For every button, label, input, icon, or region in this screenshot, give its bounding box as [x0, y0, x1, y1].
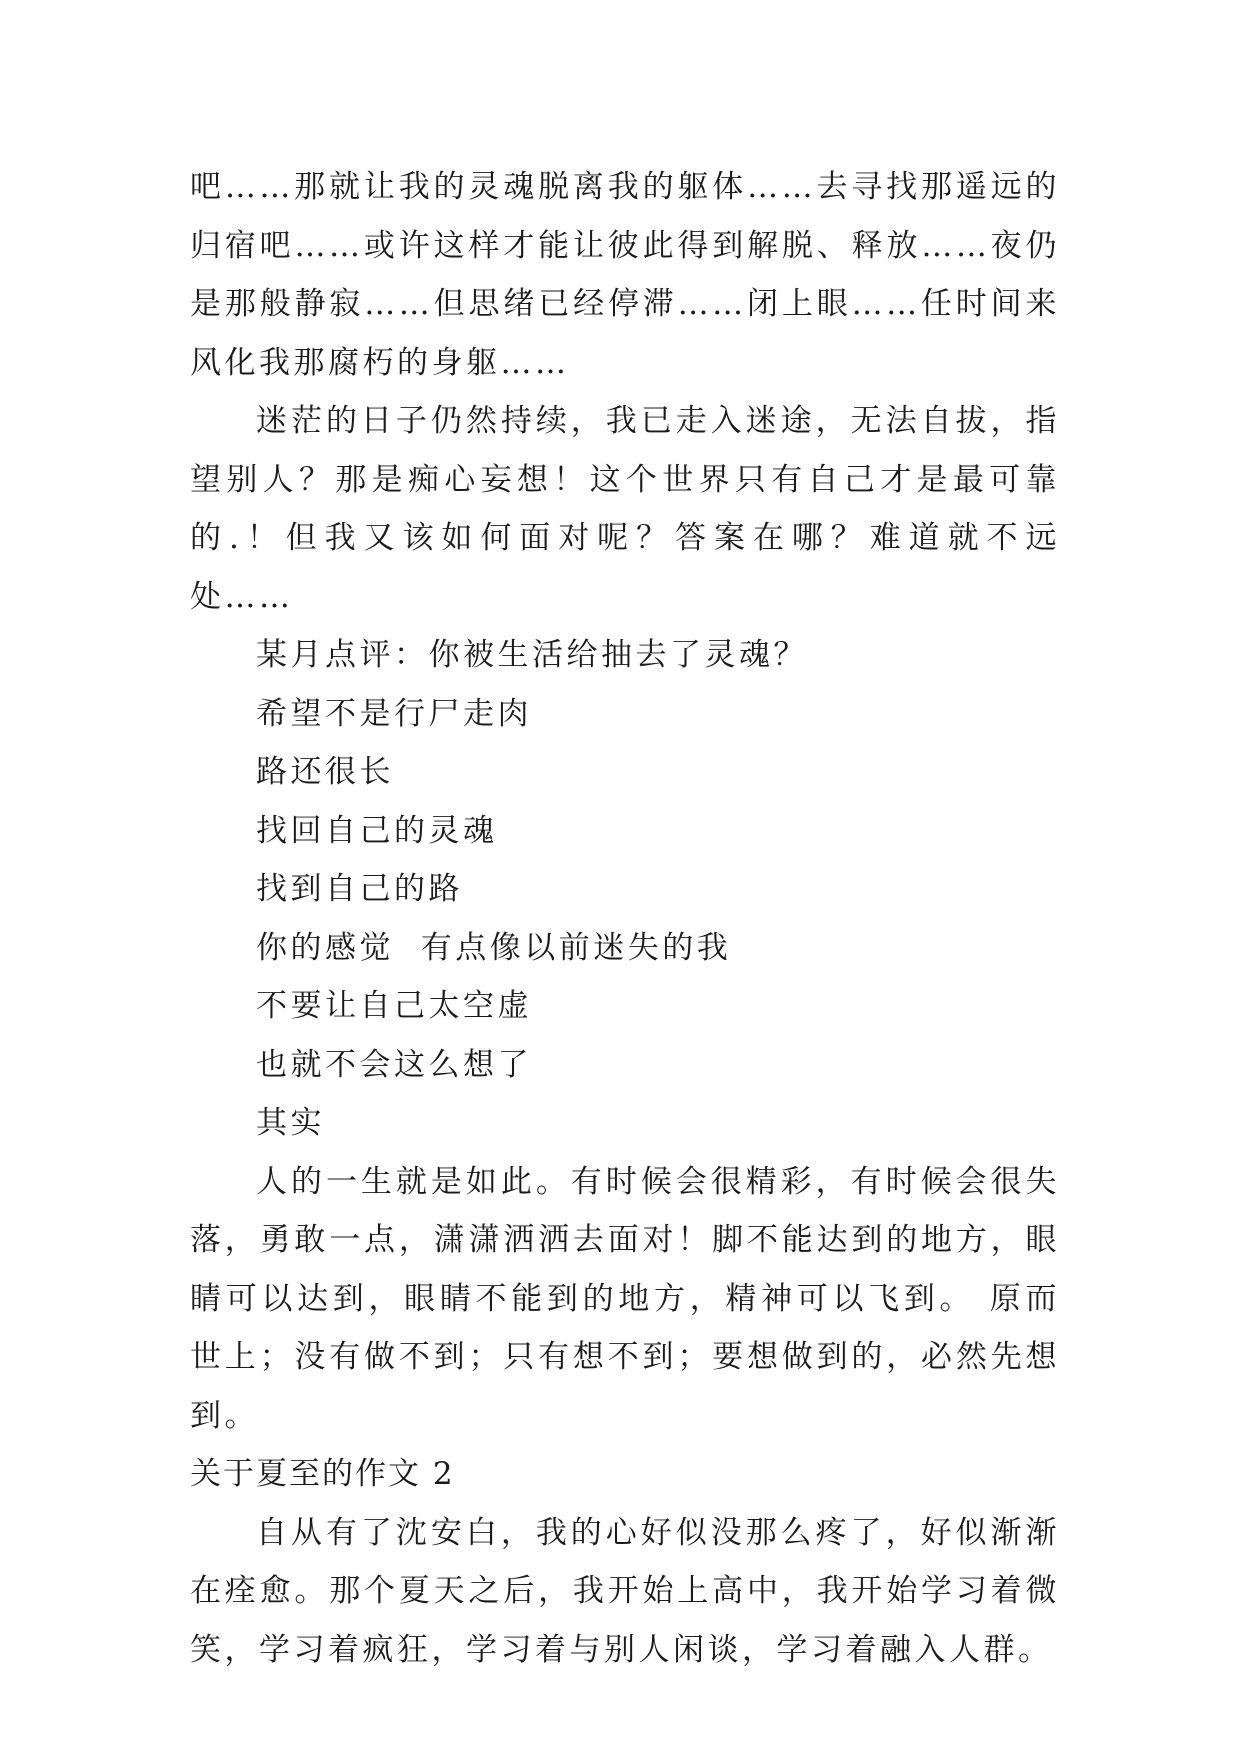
paragraph-life: 人的一生就是如此。有时候会很精彩，有时候会很失落，勇敢一点，潇潇洒洒去面对！脚不能达到的地方，眼睛可以达到，眼睛不能到的地方，精神可以飞到。 原而世上；没有做不到；只有想不到；要想做到的，必然先想到。 [190, 1163, 1060, 1434]
section-heading: 关于夏至的作文 2 [190, 1456, 455, 1492]
paragraph-confused: 迷茫的日子仍然持续，我已走入迷途，无法自拔，指望别人？那是痴心妄想！这个世界只有自己才是最可靠的.！但我又该如何面对呢？答案在哪？难道就不远处…… [190, 403, 1060, 615]
comment-line: 希望不是行尸走肉 [256, 695, 532, 732]
comment-line: 某月点评：你被生活给抽去了灵魂？ [256, 637, 808, 673]
paragraph-continuation: 吧……那就让我的灵魂脱离我的躯体……去寻找那遥远的归宿吧……或许这样才能让彼此得到解脱、释放……夜仍是那般静寂……但思绪已经停滞……闭上眼……任时间来风化我那腐朽的身躯…… [190, 169, 1060, 381]
comment-line: 你的感觉 有点像以前迷失的我 [256, 929, 732, 966]
comment-line: 也就不会这么想了 [256, 1046, 532, 1083]
comment-line: 其实 [256, 1105, 325, 1141]
paragraph-shen: 自从有了沈安白，我的心好似没那么疼了，好似渐渐在痊愈。那个夏天之后，我开始上高中，我开始学习着微笑，学习着疯狂，学习着与别人闲谈，学习着融入人群。 [190, 1514, 1060, 1668]
comment-line: 找到自己的路 [256, 871, 463, 907]
comment-line: 找回自己的灵魂 [256, 812, 498, 849]
comment-line: 不要让自己太空虚 [256, 988, 532, 1024]
article-body [190, 158, 1060, 1679]
comment-line: 路还很长 [256, 754, 394, 790]
